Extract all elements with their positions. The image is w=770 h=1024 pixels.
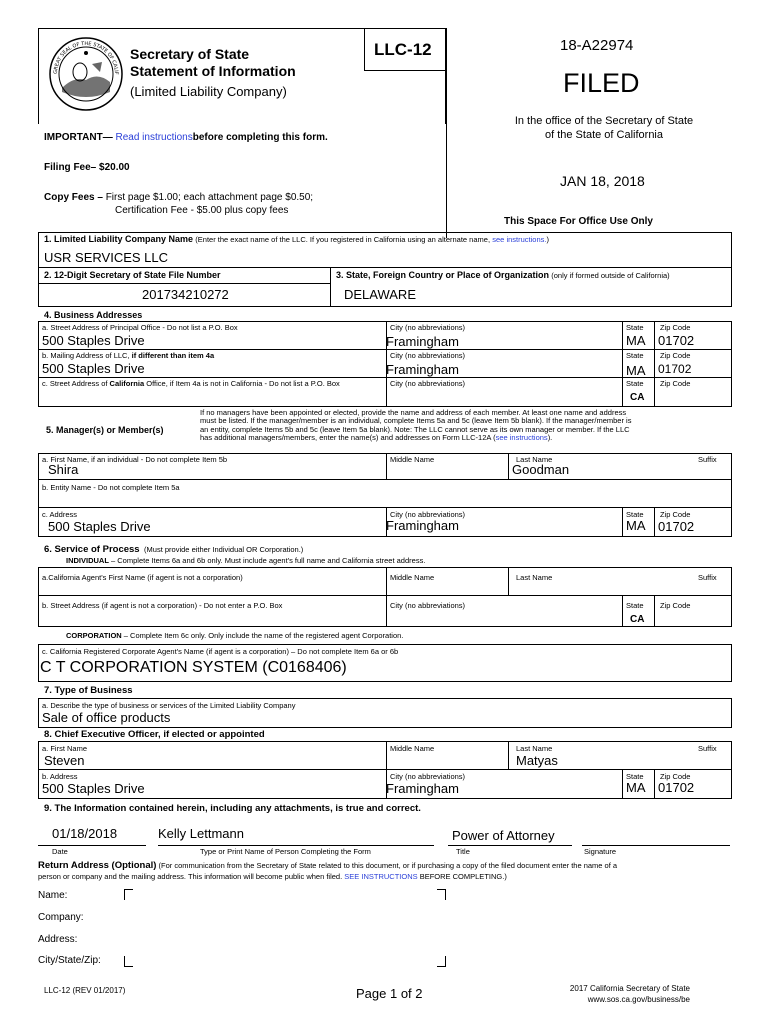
return-city-label: City/State/Zip: <box>38 955 101 966</box>
city-label: City (no abbreviations) <box>390 351 466 360</box>
see-instructions-link[interactable]: SEE INSTRUCTIONS <box>344 872 418 881</box>
copy-fees: Copy Fees – First page $1.00; each attachment page $0.50; <box>44 192 314 203</box>
item-3-label: 3. State, Foreign Country or Place of Organization (only if formed outside of California) <box>336 270 670 280</box>
suffix-label: Suffix <box>698 573 717 582</box>
svg-text:GREAT SEAL OF THE STATE OF CAL: GREAT SEAL OF THE STATE OF CALIF <box>52 40 120 75</box>
return-address-note: Return Address (Optional) (For communication from the Secretary of State related to this document, or if purchasing a copy of the filed document enter the name of a person or company and the mailing address. This information will become public when filed. SEE INSTRUCTIONS BEFORE COMPLETING.) <box>38 860 618 881</box>
return-address-label: Address: <box>38 934 78 945</box>
file-number: 201734210272 <box>142 287 229 302</box>
see-instructions-link[interactable]: see instructions. <box>492 235 547 244</box>
important-note: IMPORTANT— Read instructionsbefore completing this form. <box>44 132 328 143</box>
zip-label: Zip Code <box>660 351 691 360</box>
item-1-label: 1. Limited Liability Company Name (Enter the exact name of the LLC. If you registered in California using an alternate name, see instructions.) <box>44 234 549 244</box>
mailing-city: Framingham <box>386 362 459 377</box>
office-line: In the office of the Secretary of State of the State of California <box>514 115 694 141</box>
city-label: City (no abbreviations) <box>390 323 466 332</box>
last-name-label: Last Name <box>516 455 553 464</box>
item-2-label: 2. 12-Digit Secretary of State File Number <box>44 270 221 280</box>
item-6-header: 6. Service of Process (Must provide either Individual OR Corporation.) <box>44 544 304 555</box>
document-number: 18-A22974 <box>560 37 634 54</box>
mailing-street: 500 Staples Drive <box>42 361 145 376</box>
principal-zip: 01702 <box>658 333 695 348</box>
state-label: State <box>626 601 644 610</box>
form-revision: LLC-12 (REV 01/2017) <box>44 986 126 995</box>
signer-title: Power of Attorney <box>452 828 555 843</box>
copy-fees-2: Certification Fee - $5.00 plus copy fees <box>115 205 289 216</box>
date-label: Date <box>52 847 68 856</box>
registered-agent: C T CORPORATION SYSTEM (C0168406) <box>40 659 347 676</box>
state-label: State <box>626 379 644 388</box>
member-zip: 01702 <box>658 519 695 534</box>
item-8-header: 8. Chief Executive Officer, if elected or appointed <box>44 729 265 740</box>
seal-text <box>48 36 124 112</box>
item-8a-label: a. First Name <box>42 744 88 753</box>
business-type: Sale of office products <box>42 710 171 725</box>
mailing-zip: 01702 <box>658 362 692 376</box>
city-label: City (no abbreviations) <box>390 601 466 610</box>
member-first-name: Shira <box>48 462 79 477</box>
return-company-label: Company: <box>38 912 84 923</box>
zip-label: Zip Code <box>660 510 691 519</box>
see-instructions-link[interactable]: see instructions <box>495 433 548 443</box>
ceo-state: MA <box>626 780 646 795</box>
ceo-last-name: Matyas <box>516 753 558 768</box>
principal-state: MA <box>626 333 646 348</box>
state-label: State <box>626 772 644 781</box>
agent-state: CA <box>630 614 645 625</box>
item-5c-label: c. Address <box>42 510 78 519</box>
state-label: State <box>626 351 644 360</box>
signature-date: 01/18/2018 <box>52 826 118 841</box>
middle-name-label: Middle Name <box>390 455 435 464</box>
filing-fee: Filing Fee– $20.00 <box>44 162 130 173</box>
middle-name-label: Middle Name <box>390 744 435 753</box>
item-5a-label: a. First Name, if an individual - Do not complete Item 5b <box>42 455 228 464</box>
zip-label: Zip Code <box>660 601 691 610</box>
california-office-state: CA <box>630 392 645 403</box>
last-name-label: Last Name <box>516 744 553 753</box>
name-label: Type or Print Name of Person Completing the Form <box>200 847 371 856</box>
member-street: 500 Staples Drive <box>48 519 151 534</box>
member-city: Framingham <box>386 518 459 533</box>
item-6b-label: b. Street Address (if agent is not a corporation) - Do not enter a P.O. Box <box>42 601 283 610</box>
ceo-zip: 01702 <box>658 780 695 795</box>
item-6c-label: c. California Registered Corporate Agent's Name (if agent is a corporation) – Do not complete Item 6a or 6b <box>42 647 399 656</box>
return-name-label: Name: <box>38 890 68 901</box>
place-of-organization: DELAWARE <box>344 287 416 302</box>
item-9-header: 9. The Information contained herein, including any attachments, is true and correct. <box>44 803 421 814</box>
city-label: City (no abbreviations) <box>390 379 466 388</box>
city-label: City (no abbreviations) <box>390 510 466 519</box>
middle-name-label: Middle Name <box>390 573 435 582</box>
item-4c-label: c. Street Address of California Office, if Item 4a is not in California - Do not list a P.O. Box <box>42 379 340 388</box>
item-4b-label: b. Mailing Address of LLC, if different than item 4a <box>42 351 215 360</box>
suffix-label: Suffix <box>698 455 717 464</box>
state-label: State <box>626 323 644 332</box>
title-label: Title <box>456 847 470 856</box>
corporation-note: CORPORATION – Complete Item 6c only. Only include the name of the registered agent Corporation. <box>66 631 404 640</box>
form-subtitle: (Limited Liability Company) <box>130 84 287 99</box>
read-instructions-link[interactable]: Read instructions <box>115 132 193 143</box>
filed-stamp: FILED <box>563 68 640 98</box>
ceo-city: Framingham <box>386 781 459 796</box>
return-address-field[interactable] <box>124 889 446 967</box>
zip-label: Zip Code <box>660 379 691 388</box>
filed-date: JAN 18, 2018 <box>560 173 645 189</box>
item-8b-label: b. Address <box>42 772 78 781</box>
ceo-first-name: Steven <box>44 753 85 768</box>
principal-city: Framingham <box>386 334 459 349</box>
individual-note: INDIVIDUAL – Complete Items 6a and 6b only. Must include agent's full name and California street address. <box>66 556 426 565</box>
form-code: LLC-12 <box>374 40 432 59</box>
item-6a-label: a.California Agent's First Name (if agent is not a corporation) <box>42 573 243 582</box>
city-label: City (no abbreviations) <box>390 772 466 781</box>
footer-copyright: 2017 California Secretary of State www.sos.ca.gov/business/be <box>569 984 690 1004</box>
mailing-state: MA <box>626 363 646 378</box>
ceo-street: 500 Staples Drive <box>42 781 145 796</box>
form-title: Secretary of State Statement of Information <box>130 46 296 79</box>
signature-label: Signature <box>584 847 617 856</box>
zip-label: Zip Code <box>660 772 691 781</box>
page-number: Page 1 of 2 <box>356 986 423 1001</box>
suffix-label: Suffix <box>698 744 717 753</box>
item-5b-label: b. Entity Name - Do not complete Item 5a <box>42 483 180 492</box>
state-label: State <box>626 510 644 519</box>
item-4a-label: a. Street Address of Principal Office - Do not list a P.O. Box <box>42 323 238 332</box>
item-5-description: If no managers have been appointed or elected, provide the name and address of each member. At least one name and address must be listed. If the manager/member is an individual, complete Items 5a and 5c (leave Item 5b blank). If the manager/member is an entity, complete Items 5b and 5c (leave Item 5a blank). Note: The LLC cannot serve as its own manager or member. If the LLC has additional managers/members, enter the name(s) and addresses on Form LLC-12A (see instructions). <box>200 408 632 443</box>
principal-street: 500 Staples Drive <box>42 333 145 348</box>
zip-label: Zip Code <box>660 323 691 332</box>
last-name-label: Last Name <box>516 573 553 582</box>
item-7a-label: a. Describe the type of business or services of the Limited Liability Company <box>42 701 296 710</box>
item-4-header: 4. Business Addresses <box>44 310 143 320</box>
signer-name: Kelly Lettmann <box>158 826 244 841</box>
signature-field[interactable] <box>582 818 730 844</box>
member-state: MA <box>626 518 646 533</box>
member-last-name: Goodman <box>512 462 570 477</box>
item-5-label: 5. Manager(s) or Member(s) <box>46 425 164 435</box>
item-7-header: 7. Type of Business <box>44 685 133 696</box>
llc-name: USR SERVICES LLC <box>44 250 169 265</box>
office-use-only: This Space For Office Use Only <box>504 216 653 227</box>
